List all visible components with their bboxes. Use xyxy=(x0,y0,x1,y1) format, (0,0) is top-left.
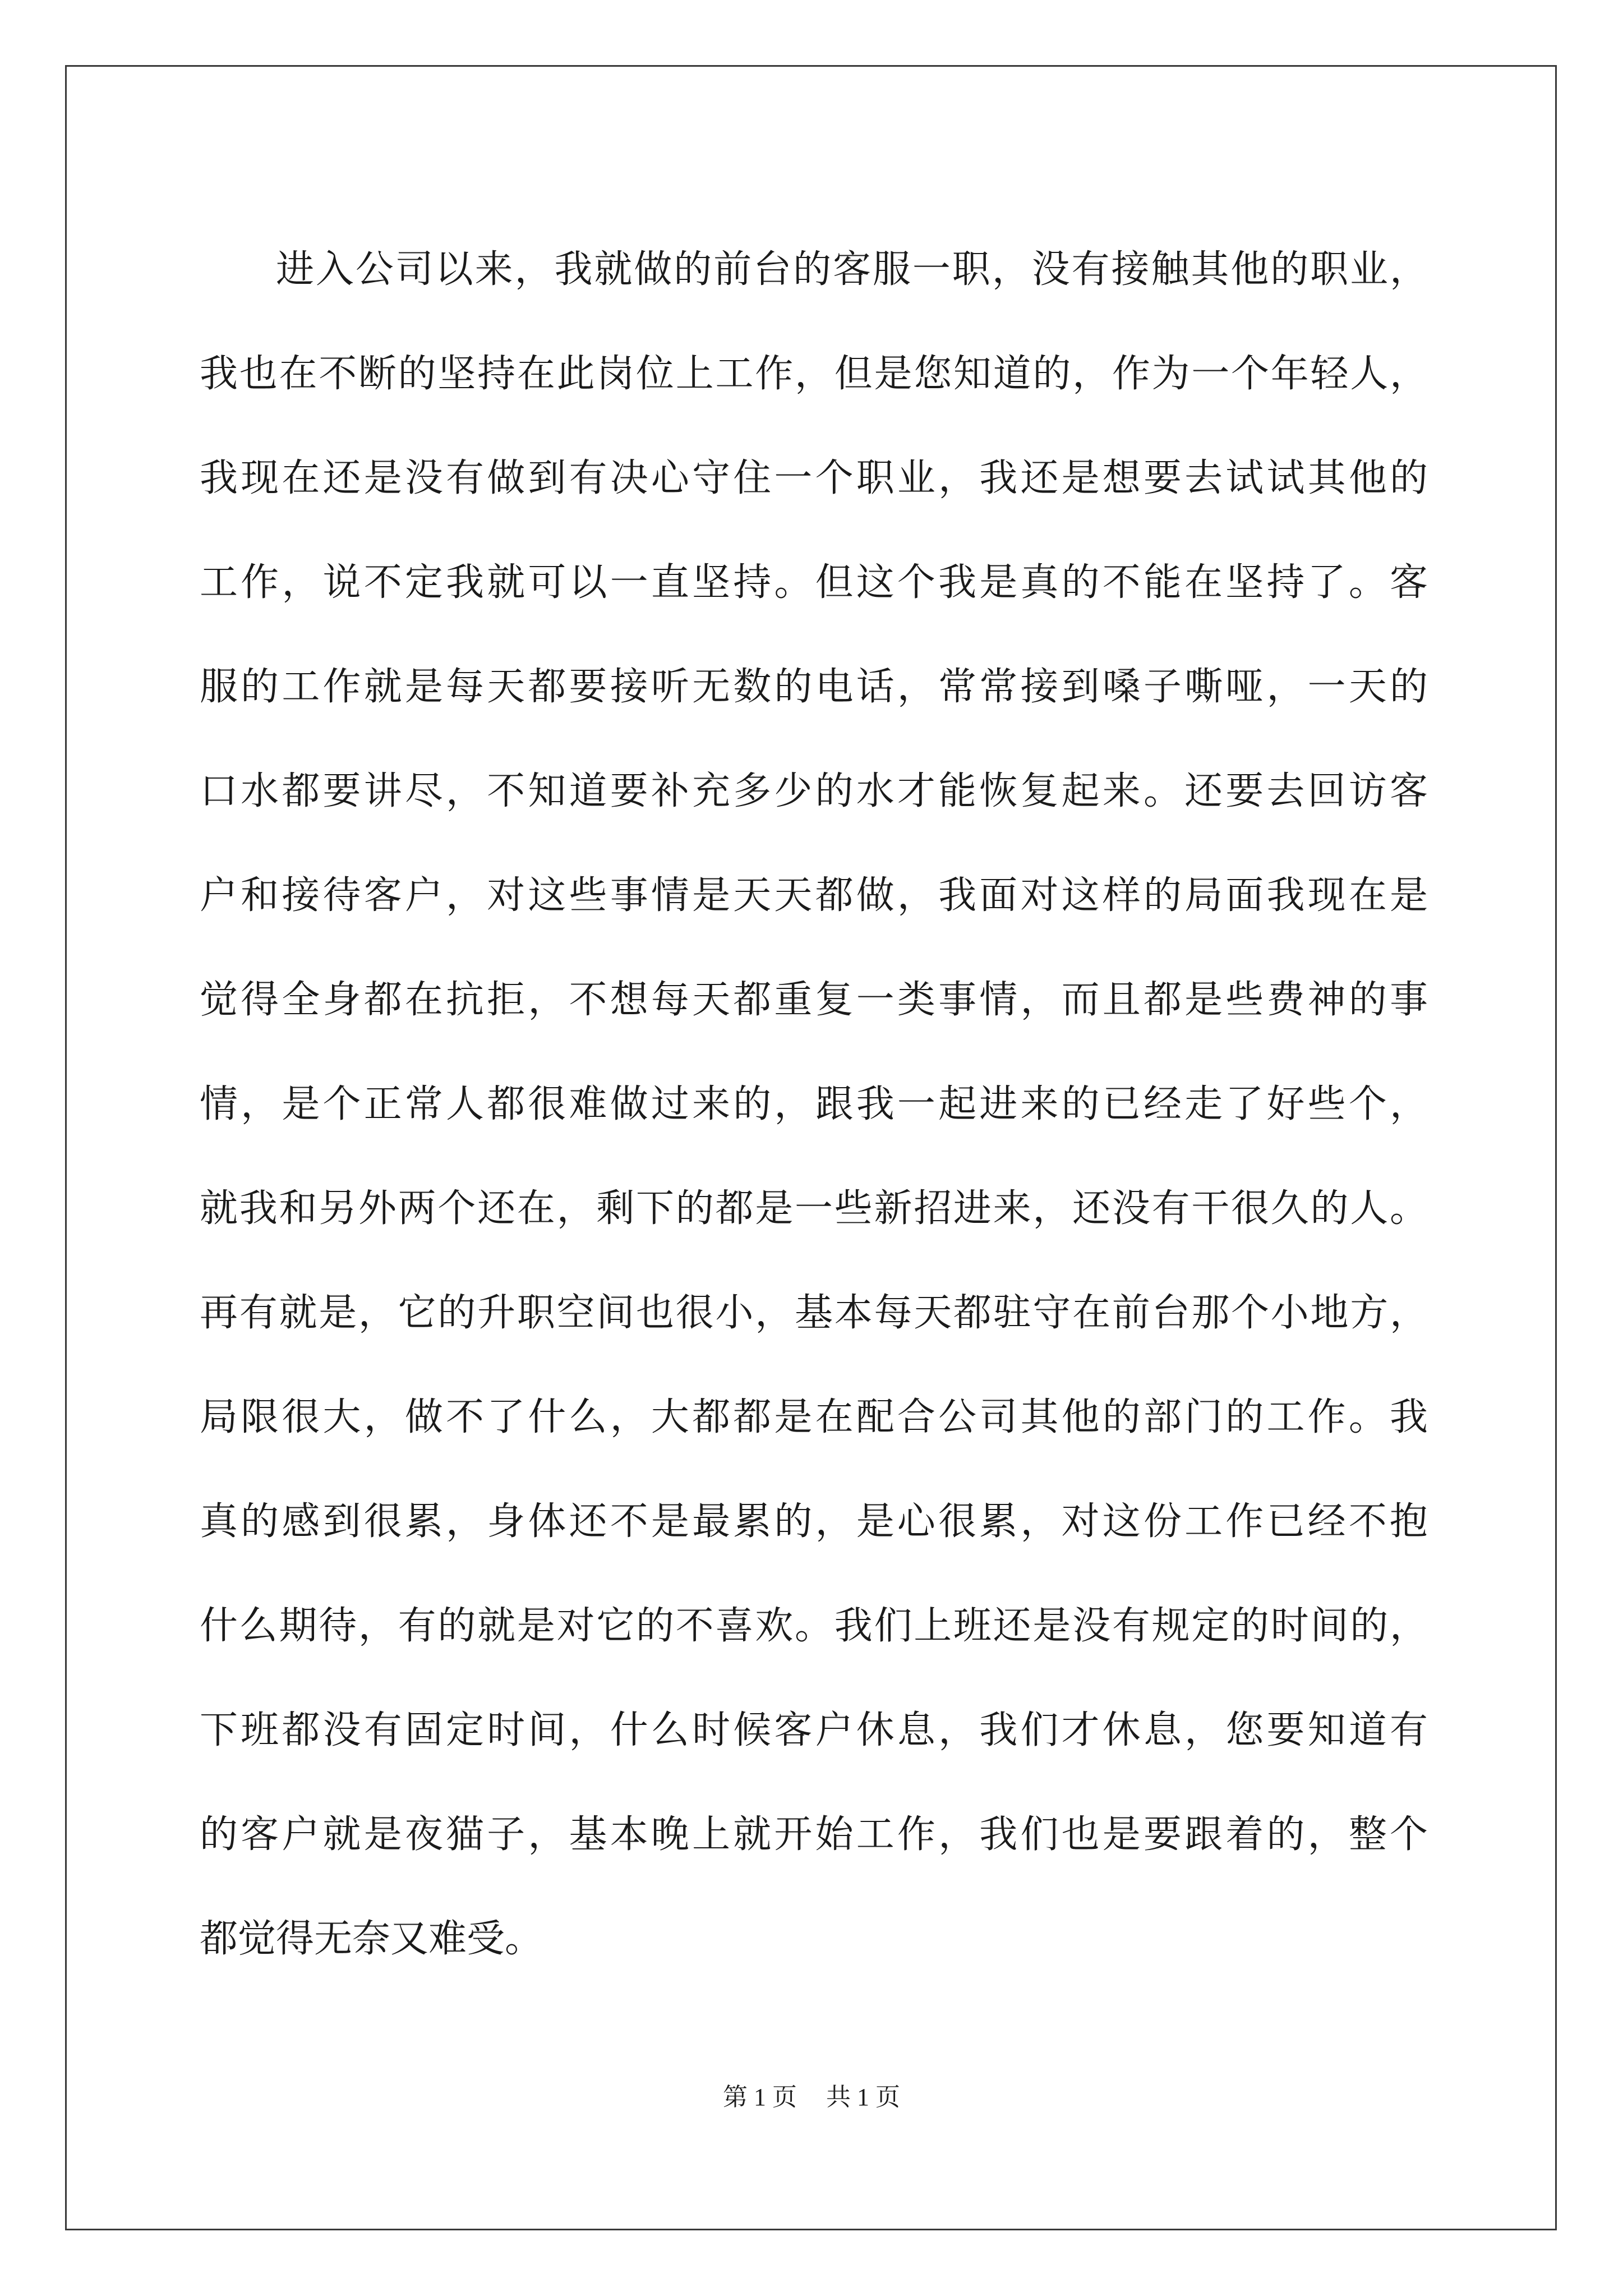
paragraph-line: 口水都要讲尽，不知道要补充多少的水才能恢复起来。还要去回访客 xyxy=(200,769,1428,813)
page-total: 共 1 页 xyxy=(826,2083,900,2111)
paragraph-line: 工作，说不定我就可以一直坚持。但这个我是真的不能在坚持了。客 xyxy=(200,560,1428,605)
paragraph-line: 的客户就是夜猫子，基本晚上就开始工作，我们也是要跟着的，整个 xyxy=(200,1812,1428,1857)
paragraph-line: 就我和另外两个还在，剩下的都是一些新招进来，还没有干很久的人。 xyxy=(200,1186,1428,1231)
paragraph-line: 再有就是，它的升职空间也很小，基本每天都驻守在前台那个小地方， xyxy=(200,1291,1428,1335)
paragraph-line: 什么期待，有的就是对它的不喜欢。我们上班还是没有规定的时间的， xyxy=(200,1604,1428,1648)
paragraph-line: 户和接待客户，对这些事情是天天都做，我面对这样的局面我现在是 xyxy=(200,873,1428,918)
paragraph-line: 局限很大，做不了什么，大都都是在配合公司其他的部门的工作。我 xyxy=(200,1395,1428,1439)
paragraph-line: 情，是个正常人都很难做过来的，跟我一起进来的已经走了好些个， xyxy=(200,1082,1428,1126)
paragraph-line: 我现在还是没有做到有决心守住一个职业，我还是想要去试试其他的 xyxy=(200,456,1428,500)
paragraph-line: 进入公司以来，我就做的前台的客服一职，没有接触其他的职业， xyxy=(276,247,1428,292)
document-body xyxy=(200,218,1428,1991)
page-number: 第 1 页 xyxy=(723,2083,797,2111)
paragraph-line: 觉得全身都在抗拒，不想每天都重复一类事情，而且都是些费神的事 xyxy=(200,978,1428,1022)
page-footer xyxy=(0,2077,1623,2113)
paragraph-line: 下班都没有固定时间，什么时候客户休息，我们才休息，您要知道有 xyxy=(200,1708,1428,1752)
paragraph-line: 真的感到很累，身体还不是最累的，是心很累，对这份工作已经不抱 xyxy=(200,1499,1428,1544)
paragraph-line: 都觉得无奈又难受。 xyxy=(200,1917,543,1961)
paragraph-line: 服的工作就是每天都要接听无数的电话，常常接到嗓子嘶哑，一天的 xyxy=(200,665,1428,709)
paragraph-line: 我也在不断的坚持在此岗位上工作，但是您知道的，作为一个年轻人， xyxy=(200,352,1428,396)
